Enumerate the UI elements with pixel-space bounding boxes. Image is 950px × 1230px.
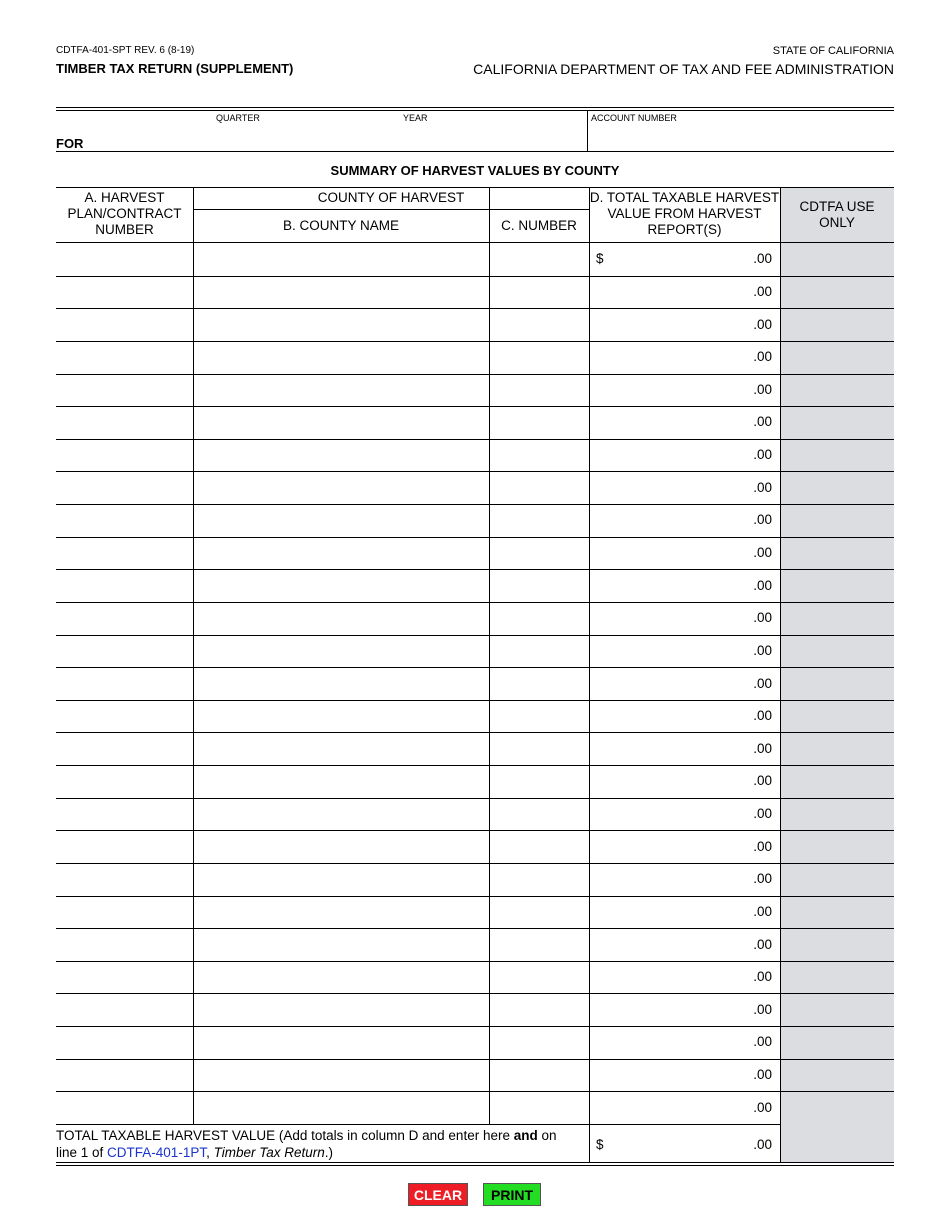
col-b-header: B. COUNTY NAME [282, 218, 399, 233]
county-name-field[interactable] [195, 1028, 487, 1057]
harvest-plan-field[interactable] [58, 963, 191, 992]
cents-label: .00 [753, 283, 772, 299]
harvest-plan-field[interactable] [58, 408, 191, 437]
cdtfa-401-1pt-link[interactable]: CDTFA-401-1PT [107, 1145, 207, 1160]
account-bottom-rule [56, 151, 894, 152]
cents-label: .00 [753, 708, 772, 724]
harvest-plan-field[interactable] [58, 539, 191, 568]
harvest-plan-field[interactable] [58, 669, 191, 698]
county-name-field[interactable] [195, 506, 487, 535]
county-name-field[interactable] [195, 995, 487, 1024]
cents-label: .00 [753, 675, 772, 691]
harvest-plan-field[interactable] [58, 702, 191, 731]
harvest-value-field[interactable] [608, 539, 718, 568]
harvest-value-field[interactable] [608, 245, 718, 274]
harvest-plan-field[interactable] [58, 376, 191, 405]
county-number-field[interactable] [491, 473, 587, 502]
county-name-field[interactable] [195, 1093, 487, 1122]
county-group-divider [193, 209, 589, 210]
harvest-value-field[interactable] [608, 441, 718, 470]
county-name-field[interactable] [195, 1061, 487, 1090]
col-a-header: A. HARVEST PLAN/CONTRACT NUMBER [67, 190, 182, 237]
quarter-field[interactable] [200, 124, 330, 148]
state-label: STATE OF CALIFORNIA [772, 45, 894, 57]
cents-label: .00 [753, 544, 772, 560]
account-divider [587, 110, 588, 152]
harvest-value-field[interactable] [608, 930, 718, 959]
table-top-rule [56, 187, 894, 188]
harvest-plan-field[interactable] [58, 1028, 191, 1057]
county-number-field[interactable] [491, 963, 587, 992]
total-dollar-sign: $ [596, 1137, 604, 1152]
county-name-field[interactable] [195, 571, 487, 600]
harvest-plan-field[interactable] [58, 1093, 191, 1122]
cents-label: .00 [753, 969, 772, 985]
county-number-field[interactable] [491, 669, 587, 698]
county-name-field[interactable] [195, 278, 487, 307]
total-divider-use [780, 1124, 781, 1162]
harvest-plan-field[interactable] [58, 571, 191, 600]
county-name-field[interactable] [195, 376, 487, 405]
county-name-field[interactable] [195, 898, 487, 927]
county-name-field[interactable] [195, 245, 487, 274]
harvest-plan-field[interactable] [58, 637, 191, 666]
harvest-value-field[interactable] [608, 1061, 718, 1090]
county-number-field[interactable] [491, 865, 587, 894]
year-label: YEAR [403, 113, 428, 123]
county-number-field[interactable] [491, 604, 587, 633]
county-number-field[interactable] [491, 637, 587, 666]
col-d-header: D. TOTAL TAXABLE HARVEST VALUE FROM HARVEST REPORT(S) [589, 190, 780, 237]
county-number-field[interactable] [491, 441, 587, 470]
county-name-field[interactable] [195, 473, 487, 502]
county-name-field[interactable] [195, 637, 487, 666]
county-name-field[interactable] [195, 441, 487, 470]
county-name-field[interactable] [195, 963, 487, 992]
clear-button[interactable]: CLEAR [408, 1183, 468, 1206]
cents-label: .00 [753, 447, 772, 463]
harvest-plan-field[interactable] [58, 865, 191, 894]
county-number-field[interactable] [491, 571, 587, 600]
county-name-field[interactable] [195, 832, 487, 861]
county-number-field[interactable] [491, 506, 587, 535]
total-cents: .00 [753, 1137, 772, 1152]
harvest-value-field[interactable] [608, 995, 718, 1024]
harvest-value-field[interactable] [608, 898, 718, 927]
total-bottom-rule-1 [56, 1162, 894, 1163]
cents-label: .00 [753, 642, 772, 658]
total-divider-d [589, 1124, 590, 1162]
total-use-shade [780, 1124, 894, 1162]
harvest-value-field[interactable] [608, 734, 718, 763]
col-c-header: C. NUMBER [501, 218, 577, 233]
cents-label: .00 [753, 740, 772, 756]
harvest-plan-field[interactable] [58, 930, 191, 959]
harvest-plan-field[interactable] [58, 278, 191, 307]
agency-name: CALIFORNIA DEPARTMENT OF TAX AND FEE ADMINISTRATION [473, 61, 894, 77]
harvest-value-field[interactable] [608, 1093, 718, 1122]
county-number-field[interactable] [491, 310, 587, 339]
for-label: FOR [56, 136, 84, 151]
harvest-value-field[interactable] [608, 571, 718, 600]
harvest-value-field[interactable] [608, 800, 718, 829]
county-number-field[interactable] [491, 1028, 587, 1057]
county-name-field[interactable] [195, 539, 487, 568]
county-name-field[interactable] [195, 800, 487, 829]
double-rule-top [56, 107, 894, 108]
harvest-plan-field[interactable] [58, 898, 191, 927]
cents-label: .00 [753, 316, 772, 332]
form-id: CDTFA-401-SPT REV. 6 (8-19) [56, 45, 195, 56]
cents-label: .00 [753, 381, 772, 397]
harvest-value-field[interactable] [608, 310, 718, 339]
cents-label: .00 [753, 1034, 772, 1050]
harvest-plan-field[interactable] [58, 832, 191, 861]
quarter-label: QUARTER [216, 113, 260, 123]
county-number-field[interactable] [491, 995, 587, 1024]
harvest-value-field[interactable] [608, 865, 718, 894]
cents-label: .00 [753, 903, 772, 919]
county-name-field[interactable] [195, 734, 487, 763]
county-number-field[interactable] [491, 1061, 587, 1090]
harvest-plan-field[interactable] [58, 734, 191, 763]
county-number-field[interactable] [491, 376, 587, 405]
cents-label: .00 [753, 414, 772, 430]
cents-label: .00 [753, 838, 772, 854]
county-number-field[interactable] [491, 898, 587, 927]
account-number-field[interactable] [590, 124, 890, 148]
year-field[interactable] [390, 124, 520, 148]
cents-label: .00 [753, 577, 772, 593]
harvest-value-field[interactable] [608, 637, 718, 666]
cents-label: .00 [753, 1067, 772, 1083]
harvest-value-field[interactable] [608, 669, 718, 698]
county-number-field[interactable] [491, 278, 587, 307]
cents-label: .00 [753, 512, 772, 528]
county-name-field[interactable] [195, 604, 487, 633]
harvest-plan-field[interactable] [58, 1061, 191, 1090]
cents-label: .00 [753, 1001, 772, 1017]
county-number-field[interactable] [491, 800, 587, 829]
county-name-field[interactable] [195, 767, 487, 796]
county-name-field[interactable] [195, 865, 487, 894]
harvest-value-field[interactable] [608, 767, 718, 796]
harvest-plan-field[interactable] [58, 310, 191, 339]
cents-label: .00 [753, 936, 772, 952]
county-name-field[interactable] [195, 930, 487, 959]
county-number-field[interactable] [491, 539, 587, 568]
county-name-field[interactable] [195, 310, 487, 339]
harvest-value-field[interactable] [608, 506, 718, 535]
harvest-value-field[interactable] [608, 1028, 718, 1057]
double-rule-bottom [56, 110, 894, 111]
harvest-value-field[interactable] [608, 343, 718, 372]
harvest-plan-field[interactable] [58, 800, 191, 829]
harvest-value-field[interactable] [608, 832, 718, 861]
county-number-field[interactable] [491, 702, 587, 731]
county-number-field[interactable] [491, 734, 587, 763]
cents-label: .00 [753, 349, 772, 365]
total-value-field[interactable] [608, 1130, 718, 1156]
county-number-field[interactable] [491, 343, 587, 372]
row-rule [56, 1124, 894, 1125]
harvest-plan-field[interactable] [58, 995, 191, 1024]
harvest-plan-field[interactable] [58, 767, 191, 796]
county-number-field[interactable] [491, 1093, 587, 1122]
print-button[interactable]: PRINT [483, 1183, 541, 1206]
summary-title: SUMMARY OF HARVEST VALUES BY COUNTY [330, 163, 620, 178]
harvest-plan-field[interactable] [58, 245, 191, 274]
county-number-field[interactable] [491, 930, 587, 959]
county-number-field[interactable] [491, 245, 587, 274]
cents-label: .00 [753, 806, 772, 822]
harvest-plan-field[interactable] [58, 473, 191, 502]
form-title: TIMBER TAX RETURN (SUPPLEMENT) [56, 61, 294, 76]
county-number-field[interactable] [491, 832, 587, 861]
county-name-field[interactable] [195, 702, 487, 731]
cents-label: .00 [753, 871, 772, 887]
county-name-field[interactable] [195, 669, 487, 698]
total-instruction: TOTAL TAXABLE HARVEST VALUE (Add totals in column D and enter here and on line 1 of CDTFA-401-1PT, Timber Tax Return.) [56, 1128, 557, 1160]
harvest-value-field[interactable] [608, 473, 718, 502]
harvest-value-field[interactable] [608, 963, 718, 992]
cents-label: .00 [753, 479, 772, 495]
harvest-value-field[interactable] [608, 604, 718, 633]
county-number-field[interactable] [491, 408, 587, 437]
county-name-field[interactable] [195, 343, 487, 372]
harvest-plan-field[interactable] [58, 604, 191, 633]
cdtfa-use-header: CDTFA USE ONLY [799, 199, 875, 230]
harvest-plan-field[interactable] [58, 506, 191, 535]
harvest-value-field[interactable] [608, 702, 718, 731]
county-number-field[interactable] [491, 767, 587, 796]
harvest-plan-field[interactable] [58, 343, 191, 372]
cents-label: .00 [753, 1099, 772, 1115]
account-number-label: ACCOUNT NUMBER [591, 113, 677, 123]
total-bottom-rule-2 [56, 1165, 894, 1166]
cents-label: .00 [753, 773, 772, 789]
county-name-field[interactable] [195, 408, 487, 437]
cents-label: .00 [753, 251, 772, 267]
harvest-plan-field[interactable] [58, 441, 191, 470]
harvest-value-field[interactable] [608, 278, 718, 307]
harvest-value-field[interactable] [608, 408, 718, 437]
cents-label: .00 [753, 610, 772, 626]
harvest-value-field[interactable] [608, 376, 718, 405]
dollar-sign: $ [596, 251, 604, 267]
county-group-header: COUNTY OF HARVEST [317, 190, 465, 205]
